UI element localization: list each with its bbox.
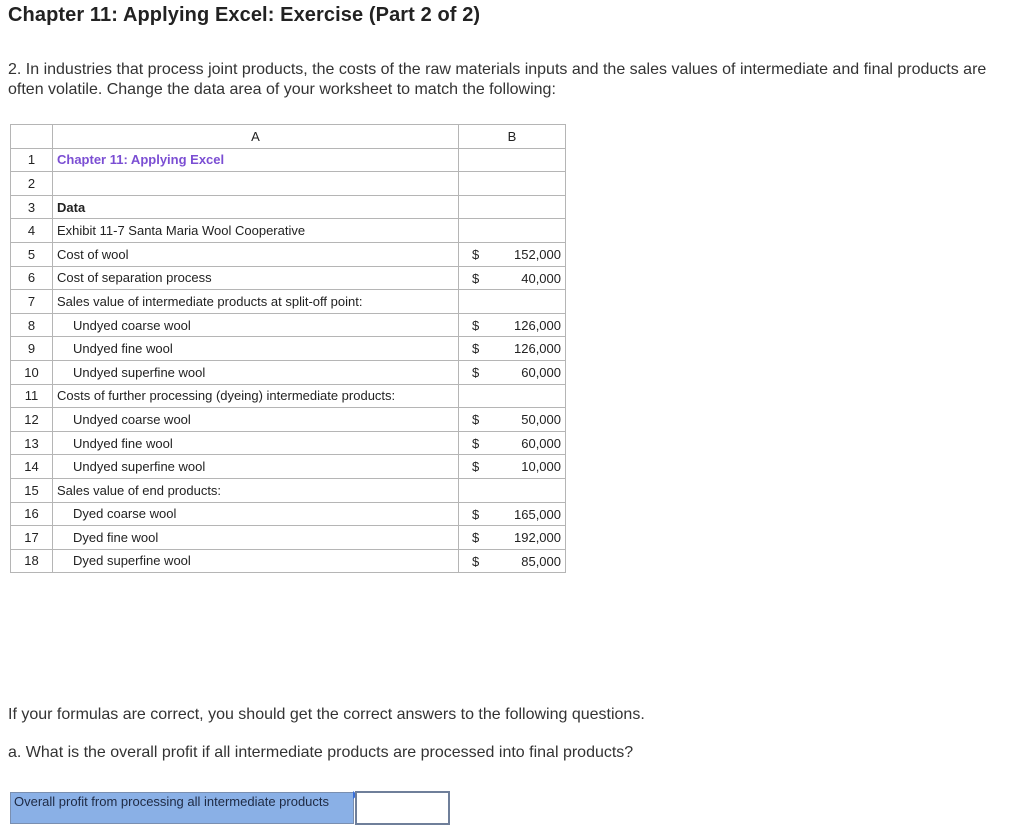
cell-value: 192,000 [514,530,561,546]
cell-b [459,455,566,479]
cell-value: 85,000 [521,553,561,569]
cell-value: 10,000 [521,459,561,475]
table-row [11,172,566,196]
cell-a: Sales value of end products: [53,478,459,502]
table-row [11,195,566,219]
table-row [11,408,566,432]
cell-value: 50,000 [521,412,561,428]
cell-a: Dyed superfine wool [53,549,459,573]
cell-value: 152,000 [514,246,561,262]
cell-a [53,172,459,196]
table-row [11,455,566,479]
cell-value: 126,000 [514,341,561,357]
table-row [11,431,566,455]
currency-symbol: $ [472,246,480,262]
currency-symbol: $ [472,459,480,475]
cell-b [459,148,566,172]
currency-symbol: $ [472,412,480,428]
currency-symbol: $ [472,317,480,333]
cell-b [459,219,566,243]
currency-symbol: $ [472,341,480,357]
row-number: 4 [11,219,53,243]
currency-symbol: $ [472,364,480,380]
row-number: 16 [11,502,53,526]
row-number: 11 [11,384,53,408]
currency-symbol: $ [472,506,480,522]
cell-a: Cost of separation process [53,266,459,290]
cell-b [459,478,566,502]
cell-b [459,266,566,290]
column-header-row [11,125,566,149]
table-row [11,219,566,243]
cell-value: 126,000 [514,317,561,333]
cell-b [459,313,566,337]
spreadsheet-table [10,124,566,573]
cell-a: Undyed superfine wool [53,455,459,479]
cell-value: 40,000 [521,270,561,286]
table-row [11,549,566,573]
row-number: 7 [11,290,53,314]
row-number: 17 [11,526,53,550]
currency-symbol: $ [472,553,480,569]
cell-a: Exhibit 11-7 Santa Maria Wool Cooperative [53,219,459,243]
cell-a: Undyed coarse wool [53,313,459,337]
cell-b [459,360,566,384]
cell-a: Sales value of intermediate products at split-off point: [53,290,459,314]
row-number: 13 [11,431,53,455]
column-header-b: B [459,125,566,149]
table-row [11,148,566,172]
table-row [11,266,566,290]
cell-b [459,408,566,432]
cell-a: Dyed fine wool [53,526,459,550]
instructions-note: If your formulas are correct, you should get the correct answers to the following questions. [8,706,645,723]
table-row [11,313,566,337]
cell-b [459,195,566,219]
overall-profit-input[interactable] [355,791,450,825]
cell-a: Chapter 11: Applying Excel [53,148,459,172]
question-a: a. What is the overall profit if all intermediate products are processed into final products? [8,744,634,761]
cell-b [459,384,566,408]
row-number: 15 [11,478,53,502]
cell-a: Cost of wool [53,242,459,266]
cell-b [459,337,566,361]
cell-b [459,290,566,314]
cell-a: Costs of further processing (dyeing) intermediate products: [53,384,459,408]
cell-b [459,526,566,550]
row-number: 10 [11,360,53,384]
table-row [11,502,566,526]
currency-symbol: $ [472,530,480,546]
row-number: 5 [11,242,53,266]
cell-a: Dyed coarse wool [53,502,459,526]
row-number: 1 [11,148,53,172]
answer-label: Overall profit from processing all intermediate products [10,792,354,824]
cell-value: 60,000 [521,364,561,380]
table-row [11,290,566,314]
cell-a: Undyed superfine wool [53,360,459,384]
row-number: 18 [11,549,53,573]
cell-value: 165,000 [514,506,561,522]
table-row [11,384,566,408]
cell-b [459,502,566,526]
row-number: 9 [11,337,53,361]
row-number: 14 [11,455,53,479]
currency-symbol: $ [472,270,480,286]
row-number: 6 [11,266,53,290]
row-number: 12 [11,408,53,432]
table-row [11,337,566,361]
cell-value: 60,000 [521,435,561,451]
column-header-a: A [53,125,459,149]
cell-a: Undyed fine wool [53,337,459,361]
table-row [11,478,566,502]
cell-a: Undyed coarse wool [53,408,459,432]
currency-symbol: $ [472,435,480,451]
cell-b [459,172,566,196]
page-title: Chapter 11: Applying Excel: Exercise (Part 2 of 2) [8,4,481,26]
instructions-text: 2. In industries that process joint products, the costs of the raw materials inputs and the sales values of intermediate and final products are often volatile. Change the data area of your worksheet to match the following: [8,61,987,98]
row-number: 3 [11,195,53,219]
cell-b [459,549,566,573]
table-row [11,360,566,384]
cell-a: Data [53,195,459,219]
cell-b [459,242,566,266]
row-number: 2 [11,172,53,196]
cell-b [459,431,566,455]
table-row [11,526,566,550]
row-number: 8 [11,313,53,337]
cell-a: Undyed fine wool [53,431,459,455]
corner-cell [11,125,53,149]
table-row [11,242,566,266]
